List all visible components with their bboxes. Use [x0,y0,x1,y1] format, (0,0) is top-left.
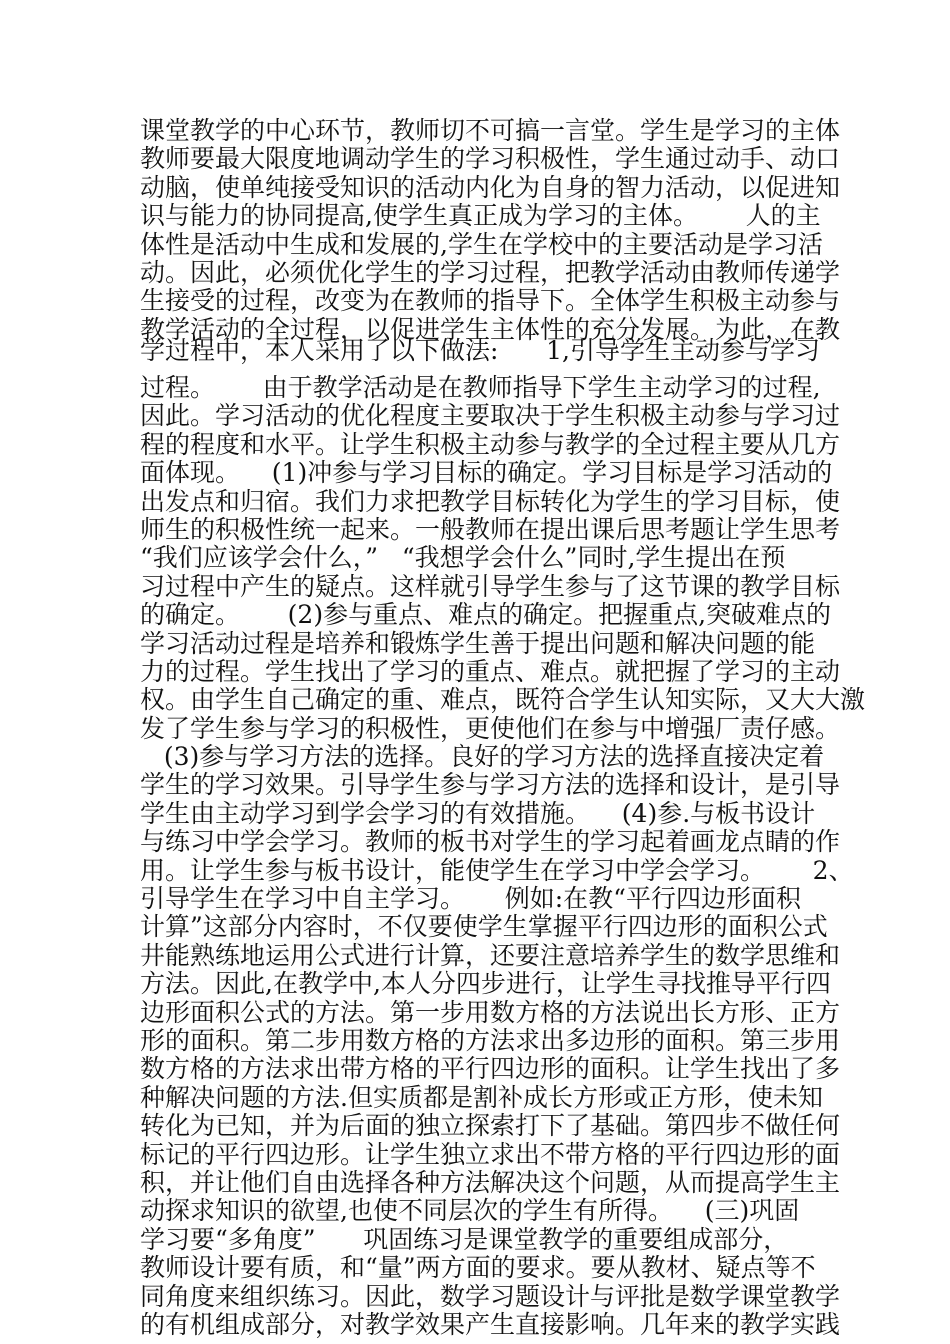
text-line: 动脑，使单纯接受知识的活动内化为自身的智力活动，以促进知 [140,172,841,202]
text-line: 用。让学生参与板书设计，能使学生在学习中学会学习。 2、 [140,855,854,885]
text-line: 引导学生在学习中自主学习。 例如:在教“平行四边形面积 [140,884,801,914]
text-line: 方法。因此,在教学中,本人分四步进行，让学生寻找推导平行四 [140,969,831,999]
text-line: 标记的平行四边形。让学生独立求出不带方格的平行四边形的面 [140,1139,841,1169]
text-line: 面体现。 (1)冲参与学习目标的确定。学习目标是学习活动的 [140,458,833,488]
text-line: 积，并让他们自由选择各种方法解决这个问题，从而提高学生主 [140,1167,841,1197]
paragraph-block-1 [140,116,841,344]
text-line: 程的程度和水平。让学生积极主动参与教学的全过程主要从几方 [140,429,841,459]
text-line: 教师设计要有质，和“量”两方面的要求。要从教材、疑点等不 [140,1253,816,1283]
text-line: 教学活动的全过程，以促进学生主体性的充分发展。为此，在教 [140,314,841,344]
text-line: 课堂教学的中心环节，教师切不可搞一言堂。学生是学习的主体 [140,116,841,145]
text-line: 生接受的过程，改变为在教师的指导下。全体学生积极主动参与 [140,286,841,316]
text-line: 种解决问题的方法.但实质都是割补成长方形或正方形，使未知 [140,1082,823,1112]
text-line: 教师要最大限度地调动学生的学习积极性，学生通过动手、动口 [140,144,841,174]
text-line: 的确定。 (2)参与重点、难点的确定。把握重点,突破难点的 [140,600,832,630]
text-line: 转化为已知，并为后面的独立探索打下了基础。第四步不做任何 [140,1111,841,1141]
text-line: 数方格的方法求出带方格的平行四边形的面积。让学生找出了多 [140,1054,841,1084]
text-line: 学生由主动学习到学会学习的有效措施。 (4)参.与板书设计 [140,798,816,828]
paragraph-block-3 [140,373,866,1339]
text-line: 学生的学习效果。引导学生参与学习方法的选择和设计，是引导 [140,770,841,800]
text-line: 形的面积。第二步用数方格的方法求出多边形的面积。第三步用 [140,1025,841,1055]
text-line: 因此。学习活动的优化程度主要取决于学生积极主动参与学习过 [140,401,841,431]
text-line: “我们应该学会什么，” “我想学会什么”同时,学生提出在预 [140,543,786,573]
text-line: 学习要“多角度” 巩固练习是课堂教学的重要组成部分， [140,1224,789,1254]
text-line: (3)参与学习方法的选择。良好的学习方法的选择直接决定着 [140,742,825,772]
text-line: 识与能力的协同提高,使学生真正成为学习的主体。 人的主 [140,201,821,231]
text-line: 学习活动过程是培养和锻炼学生善于提出问题和解决问题的能 [140,628,816,658]
text-line: 学过程中，本人采用了以下做法: 1,引导学生主动参与学习 [140,336,820,365]
text-line: 井能熟练地运用公式进行计算，还要注意培养学生的数学思维和 [140,940,841,970]
text-line: 师生的积极性统一起来。一般教师在提出课后思考题让学生思考 [140,514,841,544]
text-line: 动。因此，必须优化学生的学习过程，把教学活动由教师传递学 [140,257,841,287]
text-line: 计算”这部分内容时，不仅要使学生掌握平行四边形的面积公式 [140,912,828,942]
text-line: 边形面积公式的方法。第一步用数方格的方法说出长方形、正方 [140,997,841,1027]
text-line: 与练习中学会学习。教师的板书对学生的学习起着画龙点睛的作 [140,827,841,857]
text-line: 的有机组成部分，对教学效果产生直接影响。几年来的教学实践 [140,1309,841,1339]
text-line: 过程。 由于教学活动是在教师指导下学生主动学习的过程, [140,373,821,402]
text-line: 出发点和归宿。我们力求把教学目标转化为学生的学习目标，使 [140,486,841,516]
text-line: 习过程中产生的疑点。这样就引导学生参与了这节课的教学目标 [140,571,841,601]
text-line: 权。由学生自己确定的重、难点，既符合学生认知实际，又大大激 [140,685,866,715]
text-line: 同角度来组织练习。因此，数学习题设计与评批是数学课堂教学 [140,1281,841,1311]
text-line: 发了学生参与学习的积极性，更使他们在参与中增强厂责仔感。 [140,713,841,743]
text-line: 力的过程。学生找出了学习的重点、难点。就把握了学习的主动 [140,656,841,686]
paragraph-block-2 [140,336,820,365]
text-line: 体性是活动中生成和发展的,学生在学校中的主要活动是学习活 [140,229,823,259]
text-line: 动探求知识的欲望,也使不同层次的学生有所得。 (三)巩固 [140,1196,800,1226]
